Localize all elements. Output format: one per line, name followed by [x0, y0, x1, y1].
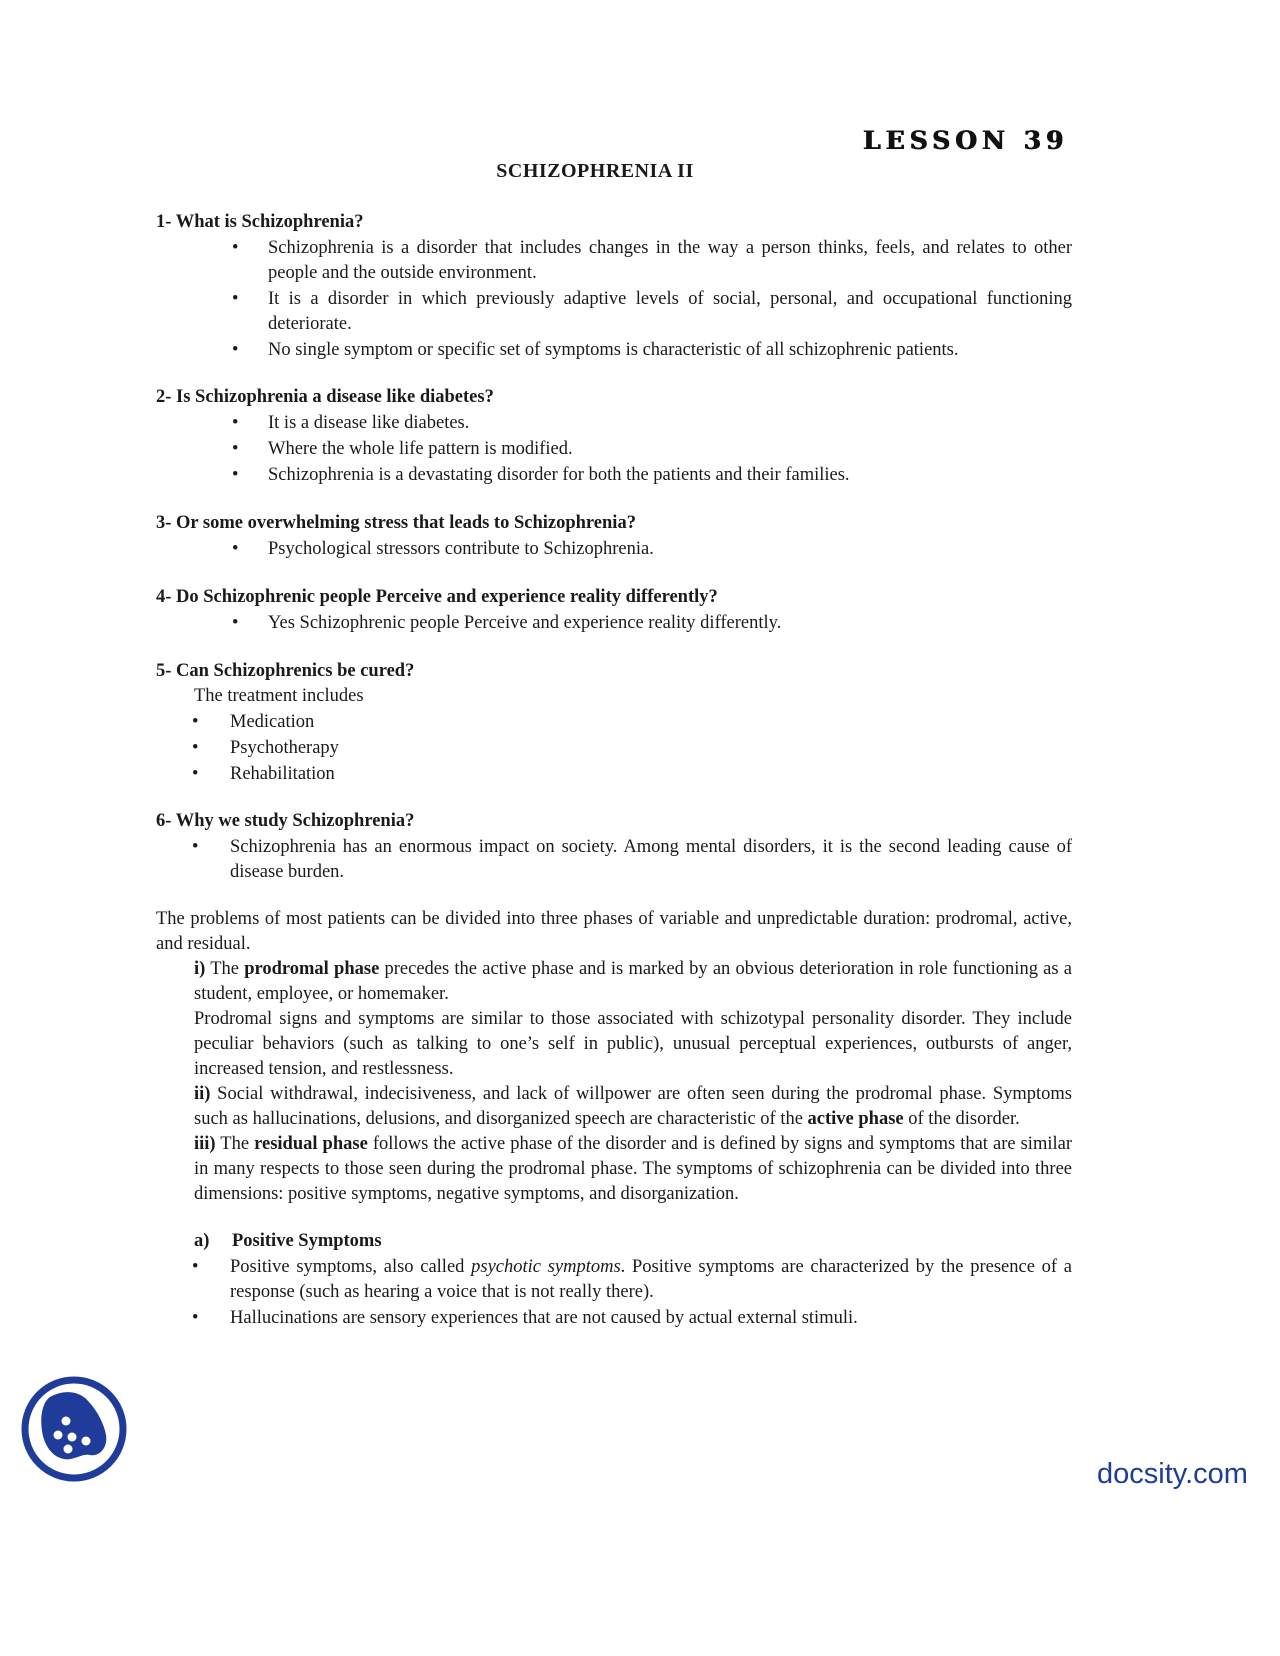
- question-heading: 2- Is Schizophrenia a disease like diabetes?: [156, 387, 494, 407]
- question-heading: 6- Why we study Schizophrenia?: [156, 811, 415, 831]
- question-heading: 1- What is Schizophrenia?: [156, 212, 364, 232]
- bullet-list: [268, 236, 1072, 363]
- bullet-list: [268, 611, 1072, 636]
- italic-term: psychotic symptoms: [471, 1257, 621, 1277]
- bullet-list: [268, 537, 1072, 562]
- treatment-intro: The treatment includes: [194, 686, 364, 706]
- phases-intro: The problems of most patients can be divided into three phases of variable and unpredictable duration: prodromal, active, and residual.: [156, 909, 1072, 954]
- text-run: Positive symptoms, also called: [230, 1257, 472, 1277]
- text-run: of the disorder.: [903, 1109, 1020, 1129]
- positive-symptoms-heading: [194, 1229, 1072, 1254]
- text-run: Social withdrawal, indecisiveness, and lack of willpower are often seen during the prodromal phase. Symptoms such as hallucinations, delusions, and disorganized speech are characteristic of the: [194, 1084, 1072, 1129]
- subhead-label: a): [194, 1231, 210, 1251]
- bold-term: active phase: [807, 1109, 904, 1129]
- list-item: • Where the whole life pattern is modified.: [268, 437, 1072, 462]
- list-item: • Psychotherapy: [230, 736, 1072, 761]
- list-item: [230, 1255, 1072, 1305]
- list-item: • Yes Schizophrenic people Perceive and experience reality differently.: [268, 611, 1072, 636]
- list-item: • Schizophrenia is a disorder that includes changes in the way a person thinks, feels, and relates to other people and the outside environment.: [268, 236, 1072, 286]
- list-item: • Hallucinations are sensory experiences that are not caused by actual external stimuli.: [230, 1306, 1072, 1331]
- bullet-list: [268, 411, 1072, 488]
- document-body: [156, 210, 1072, 1331]
- list-item: • No single symptom or specific set of symptoms is characteristic of all schizophrenic patients.: [268, 338, 1072, 363]
- prodromal-phase-paragraph: [194, 957, 1072, 1007]
- residual-phase-paragraph: [194, 1132, 1072, 1207]
- list-item: • Psychological stressors contribute to Schizophrenia.: [268, 537, 1072, 562]
- question-heading: 5- Can Schizophrenics be cured?: [156, 661, 415, 681]
- bullet-list: [230, 1255, 1072, 1331]
- bold-term: prodromal phase: [244, 959, 380, 979]
- lesson-number: LESSON 39: [862, 126, 1068, 155]
- question-heading: 4- Do Schizophrenic people Perceive and experience reality differently?: [156, 587, 718, 607]
- list-item: • Medication: [230, 710, 1072, 735]
- bullet-list: [230, 710, 1072, 787]
- prodromal-signs-paragraph: Prodromal signs and symptoms are similar to those associated with schizotypal personality disorder. They include peculiar behaviors (such as talking to one’s self in public), unusual perceptual experiences, outbursts of anger, increased tension, and restlessness.: [194, 1009, 1072, 1079]
- bullet-list: [230, 835, 1072, 885]
- phase-label: iii): [194, 1134, 216, 1154]
- list-item: • It is a disease like diabetes.: [268, 411, 1072, 436]
- text-run: The: [215, 1134, 255, 1154]
- list-item: • Schizophrenia has an enormous impact on society. Among mental disorders, it is the second leading cause of disease burden.: [230, 835, 1072, 885]
- list-item: • Rehabilitation: [230, 762, 1072, 787]
- text-run: The: [205, 959, 245, 979]
- active-phase-paragraph: [194, 1082, 1072, 1132]
- text-run: follows the active phase of the disorder and is defined by signs and symptoms that are similar in many respects to those seen during the prodromal phase. The symptoms of schizophrenia can be divided into three dimensions: positive symptoms, negative symptoms, and disorganization.: [194, 1134, 1072, 1204]
- docsity-logo-icon[interactable]: [20, 1375, 128, 1483]
- question-heading: 3- Or some overwhelming stress that leads to Schizophrenia?: [156, 513, 636, 533]
- docsity-brand-link[interactable]: docsity.com: [1097, 1458, 1248, 1490]
- phase-label: i): [194, 959, 206, 979]
- phase-label: ii): [194, 1084, 211, 1104]
- subhead-text: Positive Symptoms: [232, 1231, 382, 1251]
- list-item: • Schizophrenia is a devastating disorder for both the patients and their families.: [268, 463, 1072, 488]
- text-run: precedes the active phase and is marked by an obvious deterioration in role functioning as a student, employee, or homemaker.: [194, 959, 1072, 1004]
- bold-term: residual phase: [254, 1134, 368, 1154]
- text-run: . Positive symptoms are characterized by the presence of a response (such as hearing a voice that is not really there).: [230, 1257, 1072, 1302]
- list-item: • It is a disorder in which previously adaptive levels of social, personal, and occupational functioning deteriorate.: [268, 287, 1072, 337]
- page-title: SCHIZOPHRENIA II: [496, 160, 694, 182]
